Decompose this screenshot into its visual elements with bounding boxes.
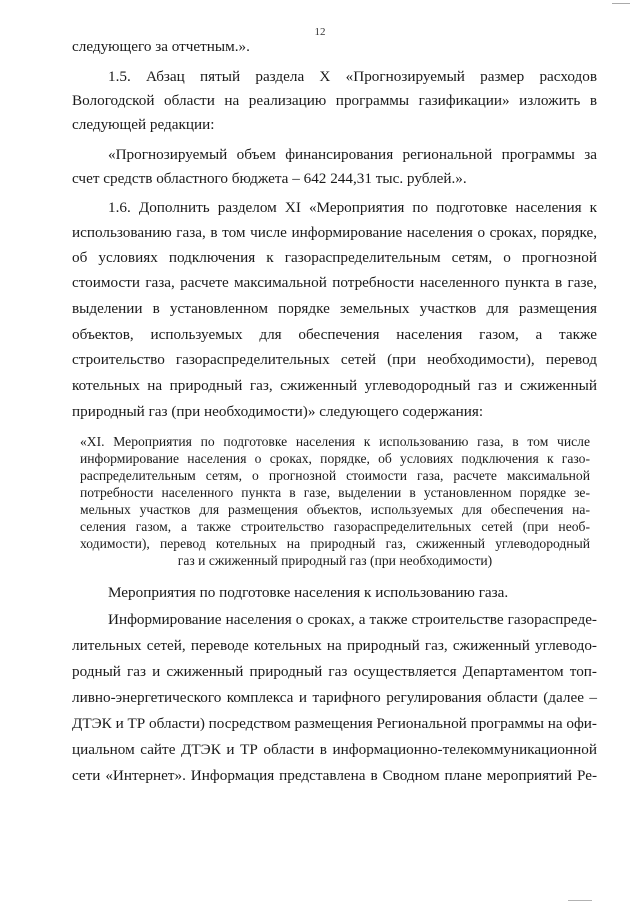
text-line: следующего за отчетным.». [72,38,250,55]
text-line: циальном сайте ДТЭК и ТР области в информационно-телекоммуникационной [72,741,597,758]
text-line: выделении в установленном порядке земельных участков для размещения [72,300,597,317]
text-line: строительство газораспределительных сетей (при необходимости), перевод [72,351,597,368]
text-line: сети «Интернет». Информация представлена в Сводном плане мероприятий Ре- [72,767,597,784]
section-heading-line: «XI. Мероприятия по подготовке населения к использованию газа, в том числе [80,434,590,449]
scan-mark [612,3,630,4]
text-line: Информирование населения о сроках, а также строительстве газораспреде- [108,611,597,628]
text-line: об условиях подключения к газораспределительным сетям, о прогнозной [72,249,597,266]
text-line: ДТЭК и ТР области) посредством размещения Региональной программы на офи- [72,715,597,732]
text-line: родный газ и сжиженный природный газ осуществляется Департаментом топ- [72,663,597,680]
section-heading-line: селения газом, а также строительство газораспределительных сетей (при необ- [80,519,590,534]
section-heading-line: потребности населенного пункта в газе, выделении в установленном порядке зе- [80,485,590,500]
text-line: счет средств областного бюджета – 642 244,31 тыс. рублей.». [72,170,467,187]
text-line: Мероприятия по подготовке населения к использованию газа. [108,584,509,601]
text-line: 1.6. Дополнить разделом XI «Мероприятия по подготовке населения к [108,199,597,216]
text-line: стоимости газа, расчете максимальной потребности населенного пункта в газе, [72,274,597,291]
section-heading-line: мельных участков для размещения объектов, используемых для обеспечения на- [80,502,590,517]
section-heading-line: информирование населения о сроках, порядке, об условиях подключения к газо- [80,451,590,466]
text-line: объектов, используемых для обеспечения населения газом, а также [72,326,597,343]
text-line: котельных на природный газ, сжиженный углеводородный газ и сжиженный [72,377,597,394]
text-line: следующей редакции: [72,116,215,133]
section-heading-line: распределительным сетям, о прогнозной стоимости газа, расчете максимальной [80,468,590,483]
text-line: Вологодской области на реализацию программы газификации» изложить в [72,92,597,109]
text-line: «Прогнозируемый объем финансирования региональной программы за [108,146,597,163]
section-heading-line: ходимости), перевод котельных на природный газ, сжиженный углеводородный [80,536,590,551]
section-heading-line: газ и сжиженный природный газ (при необходимости) [177,553,493,568]
text-line: 1.5. Абзац пятый раздела X «Прогнозируемый размер расходов [108,68,597,85]
text-line: использованию газа, в том числе информирование населения о сроках, порядке, [72,224,597,241]
text-line: лительных сетей, переводе котельных на природный газ, сжиженный углеводо- [72,637,597,654]
page-number: 12 [314,26,326,38]
scan-mark [568,900,592,901]
text-line: ливно-энергетического комплекса и тарифного регулирования области (далее – [72,689,597,706]
text-line: природный газ (при необходимости)» следующего содержания: [72,403,484,420]
